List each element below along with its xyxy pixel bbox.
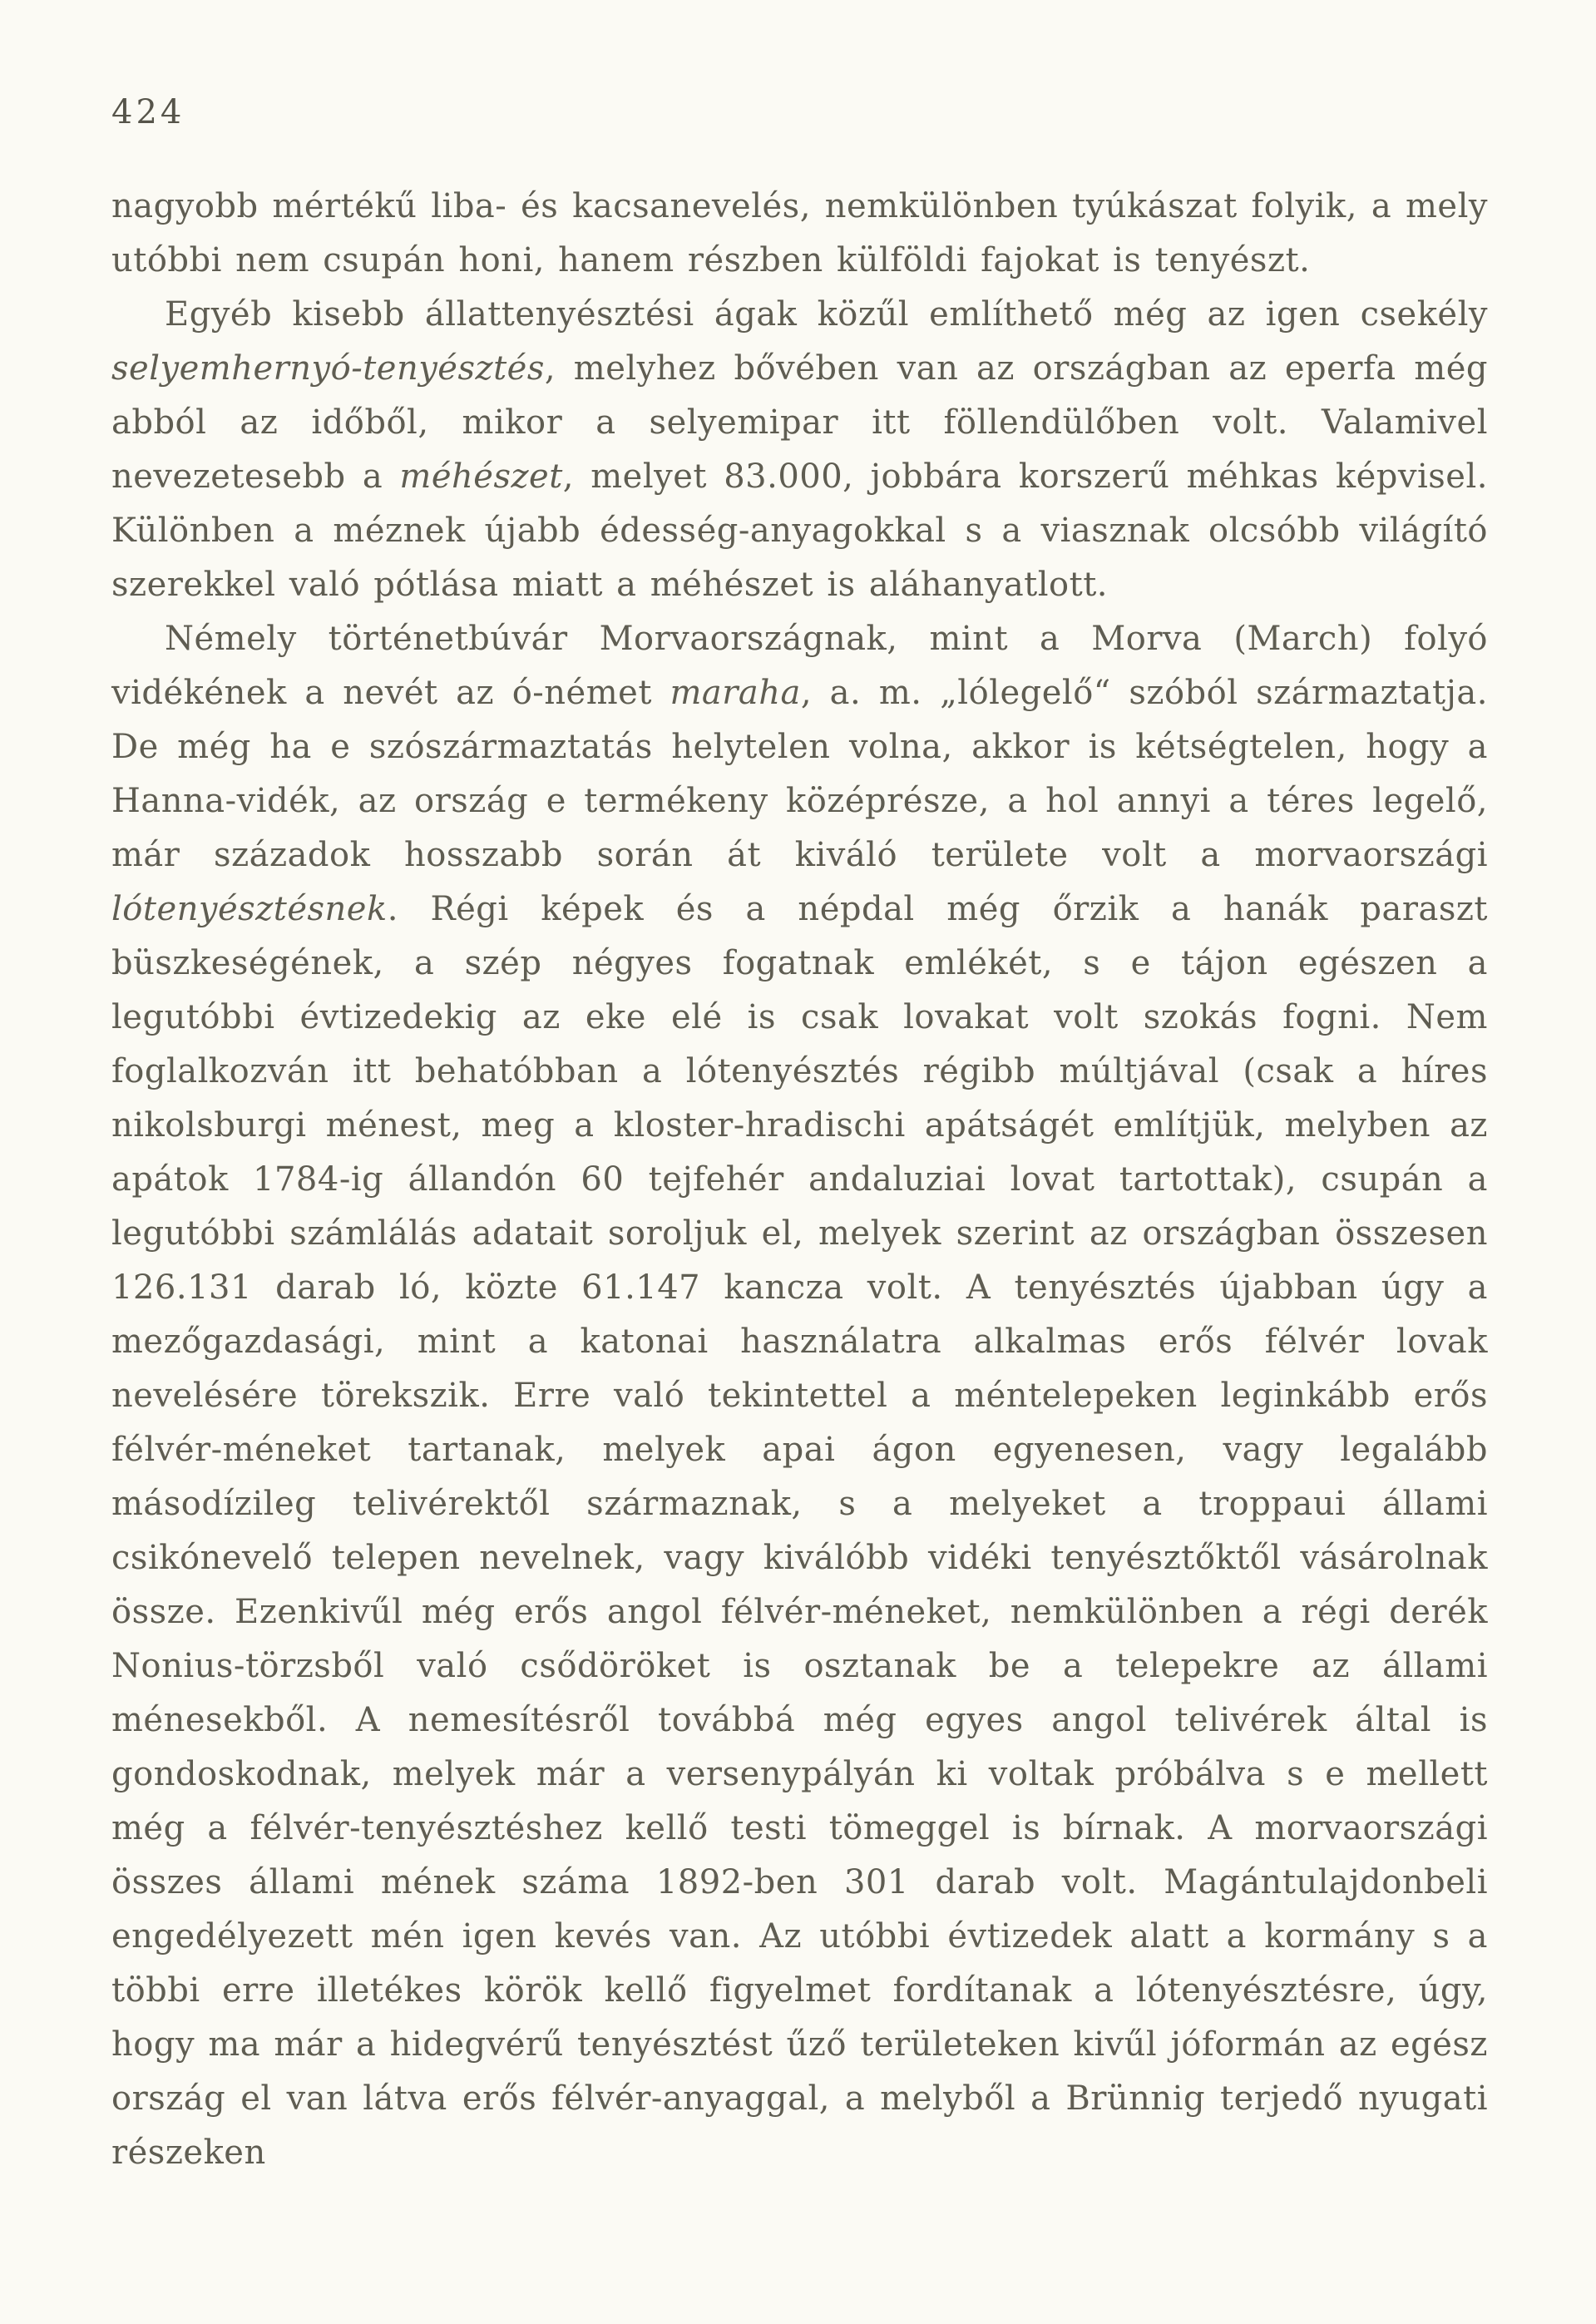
italic-term: selyemhernyó-tenyésztés: [111, 349, 545, 388]
text-block: [111, 180, 1488, 2180]
text-segment: nagyobb mértékű liba- és kacsanevelés, nemkülönben tyúkászat folyik, a mely utóbbi nem csupán honi, hanem részben külföldi fajokat is tenyészt.: [111, 187, 1488, 279]
italic-term: maraha: [670, 674, 801, 712]
paragraph: [111, 180, 1488, 288]
page-number: 424: [111, 93, 185, 131]
text-segment: , melyhez bővében van az országban az eperfa még abból az időből, mikor a selyemipar itt föllendülőben volt. Valamivel nevezetesebb a: [111, 349, 1488, 496]
italic-term: lótenyésztésnek: [111, 890, 388, 928]
paragraph: [111, 288, 1488, 612]
text-segment: Egyéb kisebb állattenyésztési ágak közűl említhető még az igen csekély: [165, 295, 1488, 334]
text-segment: , melyet 83.000, jobbára korszerű méhkas képvisel. Különben a méznek újabb édesség-anyagokkal s a viasznak olcsóbb világító szerekkel való pótlása miatt a méhészet is aláhanyatlott.: [111, 457, 1488, 604]
text-segment: . Régi képek és a népdal még őrzik a hanák paraszt büszkeségének, a szép négyes fogatnak emlékét, s e tájon egészen a legutóbbi évtizedekig az eke elé is csak lovakat volt szokás fogni. Nem foglalkozván itt behatóbban a lótenyésztés régibb múltjával (csak a híres nikolsburgi ménest, meg a kloster-hradischi apátságét említjük, melyben az apátok 1784-ig állandón 60 tejfehér andaluziai lovat tartottak), csupán a legutóbbi számlálás adatait soroljuk el, melyek szerint az országban összesen 126.131 darab ló, közte 61.147 kancza volt. A tenyésztés újabban úgy a mezőgazdasági, mint a katonai használatra alkalmas erős félvér lovak nevelésére törekszik. Erre való tekintettel a méntelepeken leginkább erős félvér-méneket tartanak, melyek apai ágon egyenesen, vagy legalább másodízileg telivérektől származnak, s a melyeket a troppaui állami csikónevelő telepen nevelnek, vagy kiválóbb vidéki tenyésztőktől vásárolnak össze. Ezenkivűl még erős angol félvér-méneket, nemkülönben a régi derék Nonius-törzsből való csődöröket is osztanak be a telepekre az állami ménesekből. A nemesítésről továbbá még egyes angol telivérek által is gondoskodnak, melyek már a versenypályán ki voltak próbálva s e mellett még a félvér-tenyésztéshez kellő testi tömeggel is bírnak. A morvaországi összes állami mének száma 1892-ben 301 darab volt. Magántulajdonbeli engedélyezett mén igen kevés van. Az utóbbi évtizedek alatt a kormány s a többi erre illetékes körök kellő figyelmet fordítanak a lótenyésztésre, úgy, hogy ma már a hidegvérű tenyésztést űző területeken kivűl jóformán az egész ország el van látva erős félvér-anyaggal, a melyből a Brünnig terjedő nyugati részeken: [111, 890, 1488, 2172]
text-segment: , a. m. „lólegelő“ szóból származtatja. De még ha e szószármaztatás helytelen volna, akkor is kétségtelen, hogy a Hanna-vidék, az ország e termékeny középrésze, a hol annyi a téres legelő, már századok hosszabb során át kiváló területe volt a morvaországi: [111, 674, 1488, 874]
italic-term: méhészet: [399, 457, 563, 496]
paragraph: [111, 612, 1488, 2180]
text-segment: Némely történetbúvár Morvaországnak, mint a Morva (March) folyó vidékének a nevét az ó-német: [111, 620, 1488, 712]
